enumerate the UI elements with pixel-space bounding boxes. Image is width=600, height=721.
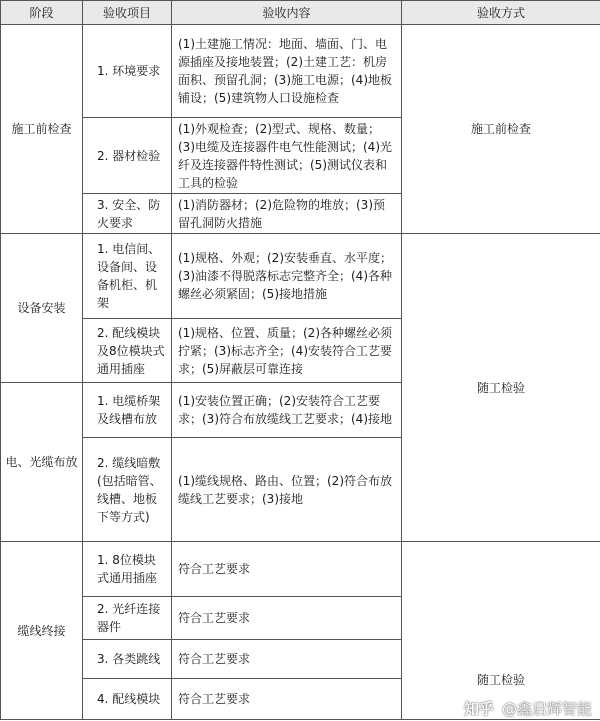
content-cell: 符合工艺要求 <box>172 542 402 597</box>
content-cell: 符合工艺要求 <box>172 640 402 679</box>
content-cell: 符合工艺要求 <box>172 679 402 720</box>
item-cell: 3. 各类跳线 <box>83 640 172 679</box>
header-method: 验收方式 <box>402 1 600 25</box>
table-header-row <box>1 1 600 25</box>
watermark-brand: 知乎 <box>463 700 494 718</box>
table-row <box>1 234 600 319</box>
content-cell: (1)消防器材；(2)危险物的堆放；(3)预留孔洞防火措施 <box>172 194 402 234</box>
content-cell: (1)缆线规格、路由、位置；(2)符合布放缆线工艺要求；(3)接地 <box>172 438 402 542</box>
table-row <box>1 25 600 118</box>
content-cell: 符合工艺要求 <box>172 597 402 640</box>
table-row <box>1 542 600 597</box>
item-cell: 2. 光纤连接器件 <box>83 597 172 640</box>
method-cell <box>402 542 600 720</box>
item-cell: 4. 配线模块 <box>83 679 172 720</box>
method-text: 随工检验 <box>476 673 525 687</box>
item-cell: 1. 8位模块式通用插座 <box>83 542 172 597</box>
header-content: 验收内容 <box>172 1 402 25</box>
watermark-author: @鑫启辉智能 <box>501 700 592 718</box>
content-cell: (1)外观检查；(2)型式、规格、数量；(3)电缆及连接器件电气性能测试；(4)光纤及连接器件特性测试；(5)测试仪表和工具的检验 <box>172 118 402 194</box>
stage-cell: 施工前检查 <box>1 25 83 234</box>
item-cell: 2. 配线模块及8位模块式通用插座 <box>83 319 172 383</box>
stage-cell: 缆线终接 <box>1 542 83 720</box>
content-cell: (1)土建施工情况：地面、墙面、门、电源插座及接地装置；(2)土建工艺：机房面积、预留孔洞；(3)施工电源；(4)地板铺设；(5)建筑物人口设施检查 <box>172 25 402 118</box>
method-cell: 施工前检查 <box>402 25 600 234</box>
stage-cell: 电、光缆布放 <box>1 383 83 542</box>
content-cell: (1)规格、外观；(2)安装垂直、水平度；(3)油漆不得脱落标志完整齐全；(4)各种螺丝必须紧固；(5)接地措施 <box>172 234 402 319</box>
watermark <box>464 698 592 719</box>
item-cell: 1. 环境要求 <box>83 25 172 118</box>
header-stage: 阶段 <box>1 1 83 25</box>
method-cell: 随工检验 <box>402 234 600 542</box>
item-cell: 2. 缆线暗敷(包括暗管、线槽、地板下等方式) <box>83 438 172 542</box>
item-cell: 2. 器材检验 <box>83 118 172 194</box>
item-cell: 1. 电缆桥架及线槽布放 <box>83 383 172 438</box>
item-cell: 3. 安全、防火要求 <box>83 194 172 234</box>
content-cell: (1)规格、位置、质量；(2)各种螺丝必须拧紧；(3)标志齐全；(4)安装符合工艺要求；(5)屏蔽层可靠连接 <box>172 319 402 383</box>
item-cell: 1. 电信间、设备间、设备机柜、机架 <box>83 234 172 319</box>
content-cell: (1)安装位置正确；(2)安装符合工艺要求；(3)符合布放缆线工艺要求；(4)接地 <box>172 383 402 438</box>
header-item: 验收项目 <box>83 1 172 25</box>
stage-cell: 设备安装 <box>1 234 83 383</box>
